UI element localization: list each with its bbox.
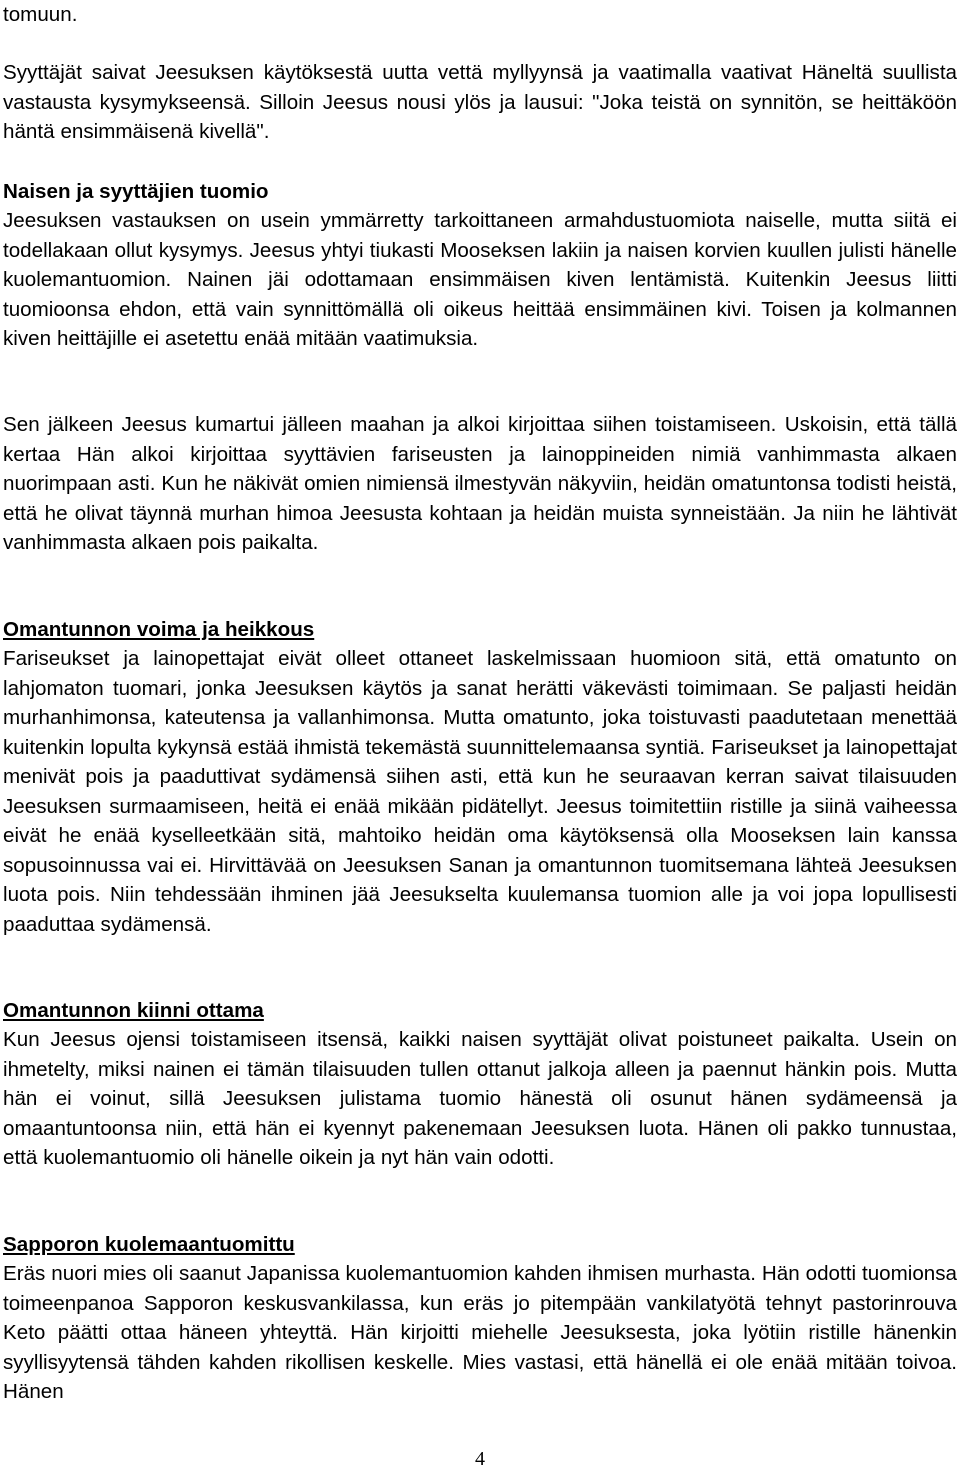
- paragraph-conscience-power: Fariseukset ja lainopettajat eivät olleet ottaneet laskelmissaan huomioon sitä, että omatunto on lahjomaton tuomari, jonka Jeesuksen käytös ja sanat herätti väkevästi toimimaan. Se paljasti heidän murhanhimonsa, kateutensa ja vallanhimonsa. Mutta omatunto, joka toistuvasti paadutetaan menettää kuitenkin lopulta kykynsä estää ihmistä tekemästä suunnittelemaansa syntiä. Fariseukset ja lainopettajat menivät pois ja paaduttivat sydämensä siihen asti, että kun he seuraavan kerran saivat tilaisuuden Jeesuksen surmaamiseen, heitä ei enää mikään pidätellyt. Jeesus toimitettiin ristille ja siinä vaiheessa eivät he enää kyselleetkään sitä, mahtoiko heidän oma käytöksensä olla Mooseksen lain kanssa sopusoinnussa vai ei. Hirvittävää on Jeesuksen Sanan ja omantunnon tuomitsemana lähteä Jeesuksen luota pois. Niin tehdessään ihminen jää Jeesukselta kuulemansa tuomion alle ja voi jopa lopullisesti paaduttaa sydämensä.: [3, 647, 957, 936]
- paragraph-sapporo: Eräs nuori mies oli saanut Japanissa kuolemantuomion kahden ihmisen murhasta. Hän odotti tuomionsa toimeenpanoa Sapporon keskusvankilassa, kun eräs jo pitempään vankilatyötä tehnyt pastorinrouva Keto päätti ottaa häneen yhteyttä. Hän kirjoitti miehelle Jeesuksesta, joka lyötiin ristille hänenkin syyllisyytensä tähden kahden rikollisen keskelle. Mies vastasi, että hänellä ei ole enää mitään toivoa. Hänen: [3, 1262, 957, 1403]
- paragraph-accusers: Syyttäjät saivat Jeesuksen käytöksestä uutta vettä myllyynsä ja vaatimalla vaativat Häneltä suullista vastausta kysymykseensä. Silloin Jeesus nousi ylös ja lausui: "Joka teistä on synnitön, se heittäköön häntä ensimmäisenä kivellä".: [3, 61, 957, 143]
- heading-conscience-power: Omantunnon voima ja heikkous: [3, 618, 315, 641]
- paragraph-conscience-hold: Kun Jeesus ojensi toistamiseen itsensä, kaikki naisen syyttäjät olivat poistuneet paikalta. Usein on ihmetelty, miksi nainen ei tämän tilaisuuden tullen ottanut jalkoja alleen ja paennut hänkin pois. Mutta hän ei voinut, sillä Jeesuksen julistama tuomio hänestä oli osunut hänen sydämeensä ja omaantuntoonsa niin, että hän ei kyennyt pakenemaan Jeesuksen luota. Hänen oli pakko tunnustaa, että kuolemantuomio oli hänelle oikein ja nyt hän vain odotti.: [3, 1028, 957, 1169]
- page-number: 4: [475, 1448, 485, 1470]
- paragraph-judgement-2: Sen jälkeen Jeesus kumartui jälleen maahan ja alkoi kirjoittaa siihen toistamiseen. Uskoisin, että tällä kertaa Hän alkoi kirjoittaa syyttävien fariseusten ja lainoppineiden nimiä vanhimmasta alkaen nuorimpaan asti. Kun he näkivät omien nimiensä ilmestyvän näkyviin, heidän omatuntonsa todisti heistä, että he olivat täynnä murhan himoa Jeesusta kohtaan ja heidän muista synneistään. Ja niin he lähtivät vanhimmasta alkaen pois paikalta.: [3, 413, 957, 554]
- heading-judgement: Naisen ja syyttäjien tuomio: [3, 180, 269, 203]
- paragraph-judgement-1: Jeesuksen vastauksen on usein ymmärretty tarkoittaneen armahdustuomiota naiselle, mutta siitä ei todellakaan ollut kysymys. Jeesus yhtyi tiukasti Mooseksen lakiin ja naisen korvien kuullen julisti hänelle kuolemantuomion. Nainen jäi odottamaan ensimmäisen kiven lentämistä. Kuitenkin Jeesus liitti tuomioonsa ehdon, että vain synnittömällä oli oikeus heittää ensimmäinen kivi. Toisen ja kolmannen kiven heittäjille ei asetettu enää mitään vaatimuksia.: [3, 209, 957, 350]
- heading-sapporo: Sapporon kuolemaantuomittu: [3, 1233, 295, 1256]
- heading-conscience-hold: Omantunnon kiinni ottama: [3, 999, 264, 1022]
- opening-fragment: tomuun.: [3, 3, 78, 26]
